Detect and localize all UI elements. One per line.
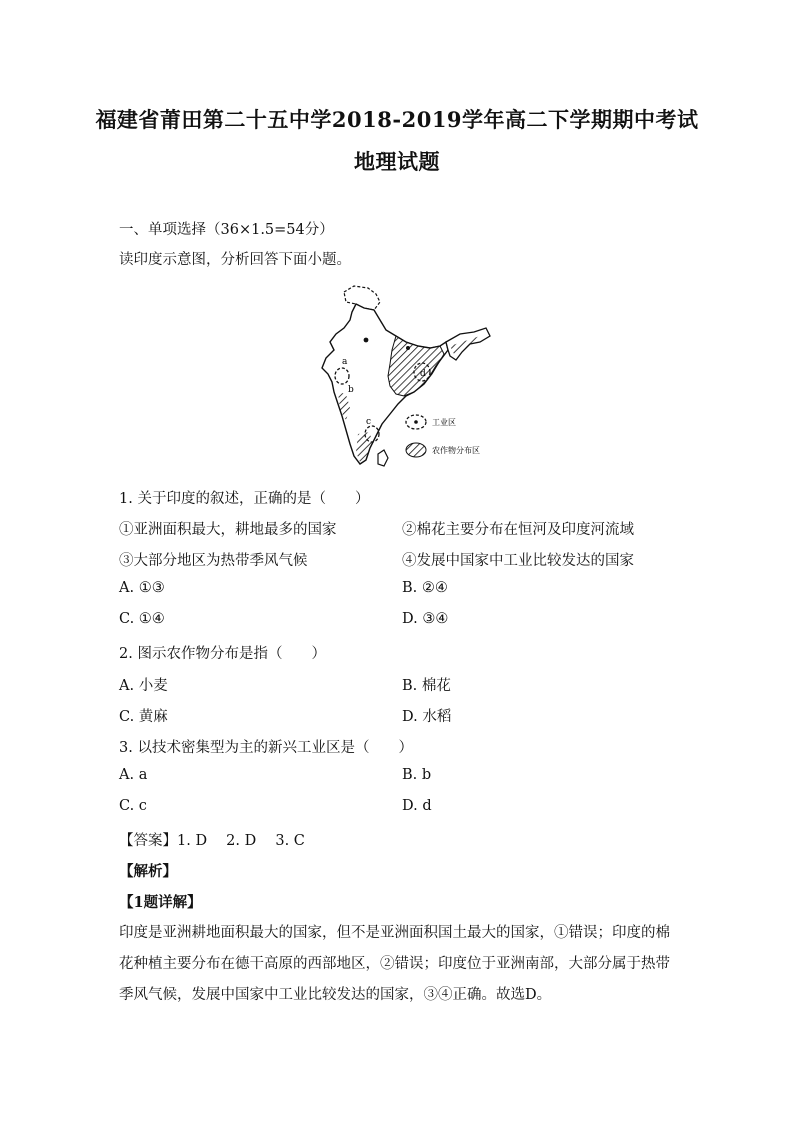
- q1-option-b: B. ②④: [402, 580, 448, 596]
- q2-option-c: C. 黄麻: [119, 709, 168, 725]
- q1-option-d: D. ③④: [402, 611, 449, 627]
- map-label-b: b: [348, 385, 354, 395]
- title-line-1: 福建省莆田第二十五中学2018-2019学年高二下学期期中考试: [95, 107, 699, 132]
- q2-option-d: D. 水稻: [402, 709, 452, 725]
- q1-statement-4: ④发展中国家中工业比较发达的国家: [402, 553, 634, 569]
- legend-crop-symbol: [406, 443, 426, 457]
- title-line-2: 地理试题: [354, 149, 440, 174]
- q2-stem: 2. 图示农作物分布是指（ ）: [119, 646, 326, 662]
- legend-crop-label: 农作物分布区: [432, 446, 480, 455]
- detail-paragraph: 印度是亚洲耕地面积最大的国家，但不是亚洲面积国土最大的国家，①错误；印度的棉花种植主要分布在德干高原的西部地区，②错误；印度位于亚洲南部，大部分属于热带季风气候，发展中国家中工业比较发达的国家，③④正确。故选D。: [119, 925, 670, 1003]
- answer-line: 【答案】1. D 2. D 3. C: [119, 833, 305, 849]
- map-label-d: d: [420, 369, 426, 379]
- india-map-figure: [310, 284, 500, 470]
- q1-option-c: C. ①④: [119, 611, 165, 627]
- intro-text: 读印度示意图，分析回答下面小题。: [119, 252, 351, 268]
- q1-statement-2: ②棉花主要分布在恒河及印度河流域: [402, 522, 634, 538]
- map-label-a: a: [342, 357, 348, 367]
- q3-option-c: C. c: [119, 798, 147, 814]
- legend-industrial-label: 工业区: [432, 418, 456, 427]
- analysis-heading: 【解析】: [119, 863, 177, 880]
- q3-option-b: B. b: [402, 767, 432, 783]
- map-label-c: c: [366, 417, 372, 427]
- q1-statement-1: ①亚洲面积最大，耕地最多的国家: [119, 522, 337, 538]
- india-map-svg: [310, 284, 500, 470]
- q2-option-b: B. 棉花: [402, 678, 451, 694]
- q1-stem: 1. 关于印度的叙述，正确的是（ ）: [119, 491, 370, 507]
- section-heading: 一、单项选择（36×1.5=54分）: [119, 222, 334, 238]
- q2-option-a: A. 小麦: [119, 678, 168, 694]
- q1-option-a: A. ①③: [119, 580, 165, 596]
- q1-statement-3: ③大部分地区为热带季风气候: [119, 553, 308, 569]
- detail-heading: 【1题详解】: [119, 894, 202, 911]
- q3-option-d: D. d: [402, 798, 432, 814]
- q3-stem: 3. 以技术密集型为主的新兴工业区是（ ）: [119, 740, 413, 756]
- q3-option-a: A. a: [119, 767, 148, 783]
